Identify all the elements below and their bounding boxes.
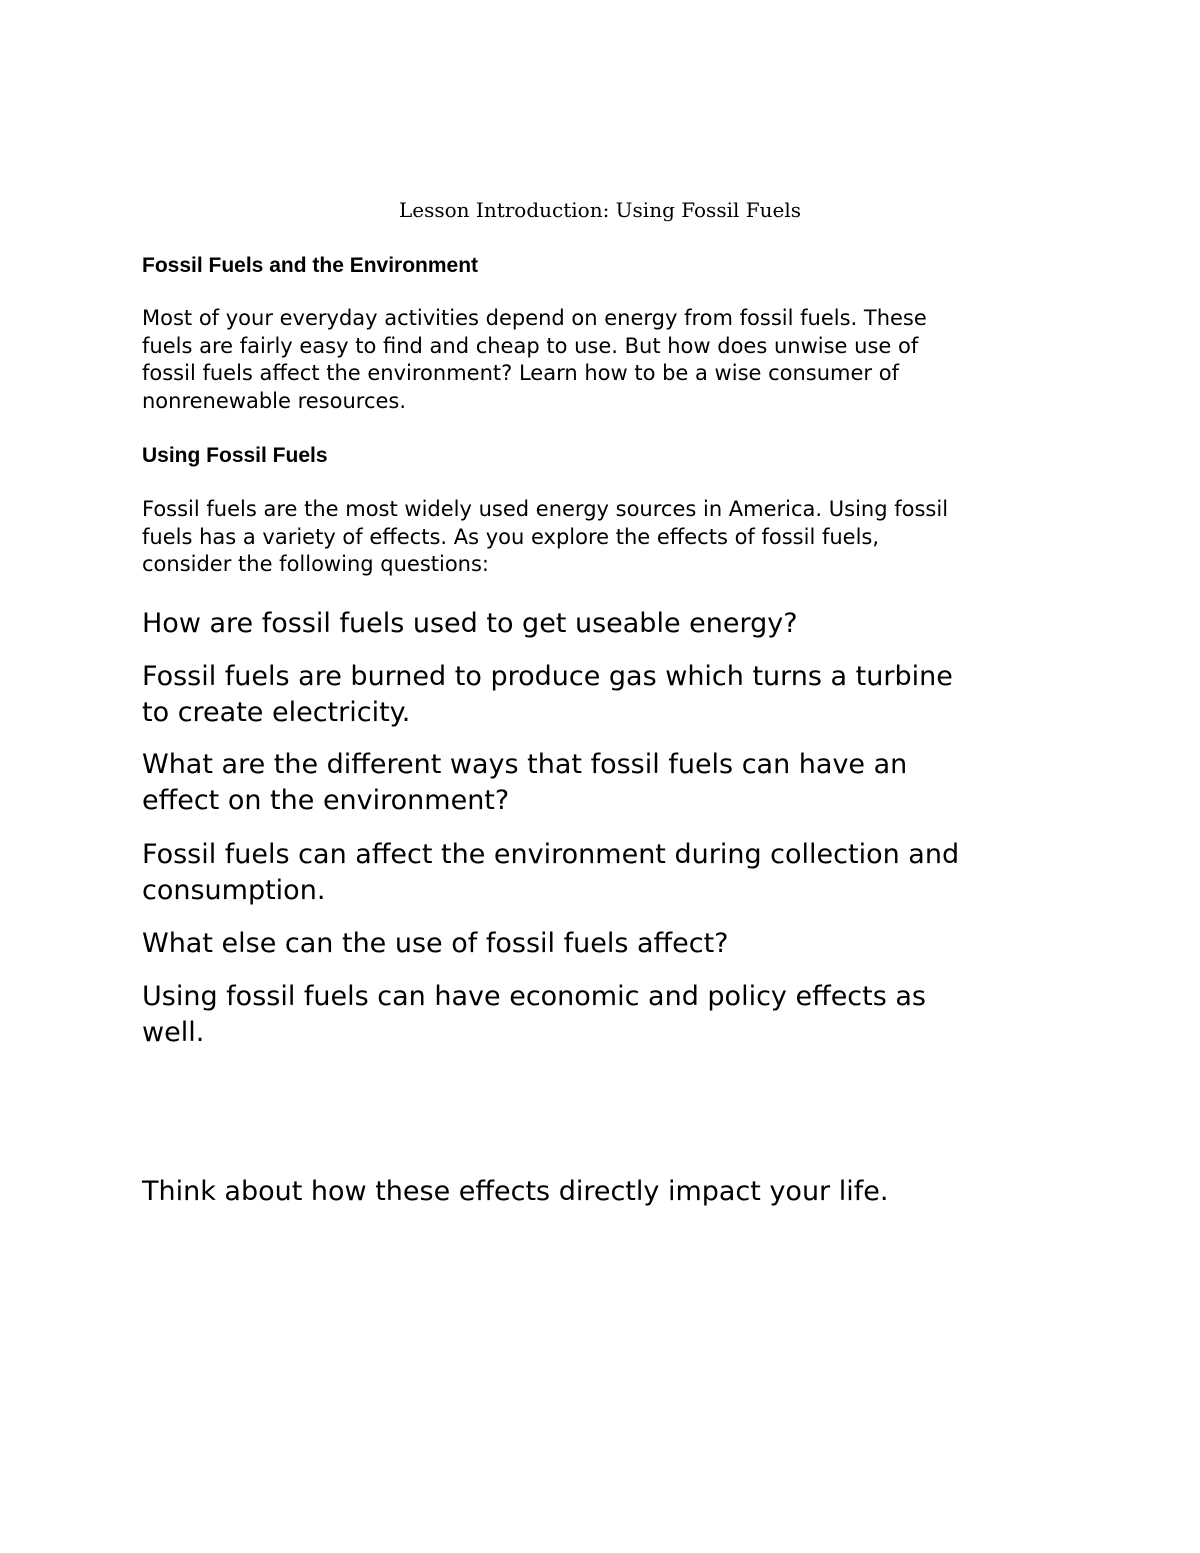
answer-line: Fossil fuels can affect the environment during collection and (142, 839, 960, 870)
paragraph-using (142, 496, 1072, 579)
answer-line: to create electricity. (142, 697, 411, 728)
answer-line: well. (142, 1017, 205, 1048)
question-line: What else can the use of fossil fuels affect? (142, 928, 729, 959)
question-2 (142, 747, 1072, 819)
question-line: What are the different ways that fossil fuels can have an (142, 749, 908, 780)
paragraph-line: consider the following questions: (142, 552, 490, 576)
answer-line: consumption. (142, 875, 326, 906)
answer-2 (142, 837, 1072, 909)
document-title: Lesson Introduction: Using Fossil Fuels (399, 198, 801, 222)
paragraph-line: Most of your everyday activities depend on energy from fossil fuels. These (142, 306, 927, 330)
paragraph-line: Fossil fuels are the most widely used energy sources in America. Using fossil (142, 497, 949, 521)
section-heading-environment: Fossil Fuels and the Environment (142, 254, 479, 277)
paragraph-line: fossil fuels affect the environment? Learn how to be a wise consumer of (142, 361, 899, 385)
question-line: How are fossil fuels used to get useable energy? (142, 608, 798, 639)
answer-1 (142, 659, 1072, 731)
closing-statement (142, 1174, 1072, 1210)
answer-line: Fossil fuels are burned to produce gas which turns a turbine (142, 661, 953, 692)
section-heading-using: Using Fossil Fuels (142, 444, 328, 467)
question-line: effect on the environment? (142, 785, 510, 816)
paragraph-line: fuels are fairly easy to find and cheap to use. But how does unwise use of (142, 333, 919, 358)
answer-3 (142, 979, 1072, 1051)
paragraph-environment (142, 305, 1072, 415)
question-3 (142, 926, 1072, 962)
answer-line: Using fossil fuels can have economic and policy effects as (142, 981, 927, 1012)
paragraph-line: fuels has a variety of effects. As you explore the effects of fossil fuels, (142, 524, 880, 549)
paragraph-line: nonrenewable resources. (142, 388, 407, 413)
question-1 (142, 606, 1072, 642)
closing-line: Think about how these effects directly impact your life. (142, 1176, 889, 1207)
